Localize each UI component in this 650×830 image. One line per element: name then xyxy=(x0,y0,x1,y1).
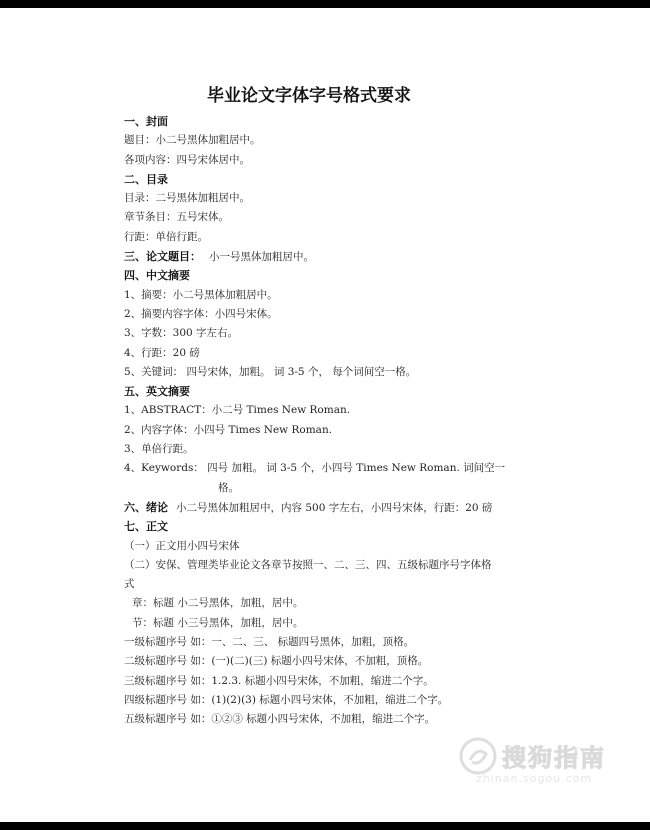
body-line: 各项内容：四号宋体居中。 xyxy=(124,153,250,166)
document-title: 毕业论文字体字号格式要求 xyxy=(207,86,411,106)
sogou-watermark xyxy=(458,732,628,792)
body-line: 五级标题序号 如：①②③ 标题小四号宋体，不加粗，缩进二个字。 xyxy=(124,713,436,726)
body-line-continuation: 格。 xyxy=(218,481,239,494)
body-line: 4、Keywords： 四号 加粗。 词 3-5 个，小四号 Times New Roman. 词间空一 xyxy=(124,462,506,475)
body-line: 1、ABSTRACT：小二号 Times New Roman. xyxy=(124,404,351,417)
body-line: 目录：二号黑体加粗居中。 xyxy=(124,192,250,205)
body-line: 3、字数：300 字左右。 xyxy=(124,327,239,340)
watermark-url: zhinan.sogou.com xyxy=(476,772,593,785)
body-line: 3、单倍行距。 xyxy=(124,443,194,456)
body-line: 4、行距：20 磅 xyxy=(124,346,200,359)
body-line: （二）安保、管理类毕业论文各章节按照一、二、三、四、五级标题序号字体格 xyxy=(124,558,492,571)
body-line: 三级标题序号 如：1.2.3. 标题小四号宋体，不加粗，缩进二个字。 xyxy=(124,674,434,687)
body-line: 式 xyxy=(124,578,135,591)
body-line: 二级标题序号 如：(一)(二)(三) 标题小四号宋体，不加粗，顶格。 xyxy=(124,655,429,668)
body-line: 2、内容字体：小四号 Times New Roman. xyxy=(124,423,333,436)
sogou-logo-icon xyxy=(458,736,498,776)
section-heading: 七、正文 xyxy=(124,520,168,534)
section-heading-text: 小一号黑体加粗居中。 xyxy=(209,251,314,264)
body-line: 题目：小二号黑体加粗居中。 xyxy=(124,134,261,147)
body-line: 2、摘要内容字体：小四号宋体。 xyxy=(124,307,278,320)
body-line: 5、关键词： 四号宋体，加粗。 词 3-5 个， 每个词间空一格。 xyxy=(124,365,417,378)
section-heading: 五、英文摘要 xyxy=(124,385,190,399)
body-line: 1、摘要：小二号黑体加粗居中。 xyxy=(124,288,278,301)
section-heading: 四、中文摘要 xyxy=(124,269,190,283)
section-heading-text: 小二号黑体加粗居中，内容 500 字左右，小四号宋体，行距：20 磅 xyxy=(176,501,493,514)
section-heading-inline xyxy=(124,247,544,266)
body-line: （一）正文用小四号宋体 xyxy=(124,539,240,552)
document-body xyxy=(124,80,544,730)
body-line: 章节条目：五号宋体。 xyxy=(124,211,229,224)
section-heading-label: 六、绪论 xyxy=(124,500,168,514)
document-lines xyxy=(124,112,544,730)
body-line: 一级标题序号 如：一、二、三、 标题四号黑体，加粗，顶格。 xyxy=(124,636,415,649)
document-page xyxy=(0,8,650,822)
section-heading: 一、封面 xyxy=(124,115,168,128)
section-heading-inline xyxy=(124,498,544,517)
body-line: 章：标题 小二号黑体，加粗，居中。 xyxy=(132,597,304,610)
body-line: 行距：单倍行距。 xyxy=(124,230,208,243)
section-heading-label: 三、论文题目： xyxy=(124,250,201,264)
watermark-brand: 搜狗指南 xyxy=(502,744,606,772)
body-line: 节：标题 小三号黑体，加粗，居中。 xyxy=(132,616,304,629)
body-line: 四级标题序号 如：(1)(2)(3) 标题小四号宋体，不加粗，缩进二个字。 xyxy=(124,693,449,706)
section-heading: 二、目录 xyxy=(124,172,168,186)
